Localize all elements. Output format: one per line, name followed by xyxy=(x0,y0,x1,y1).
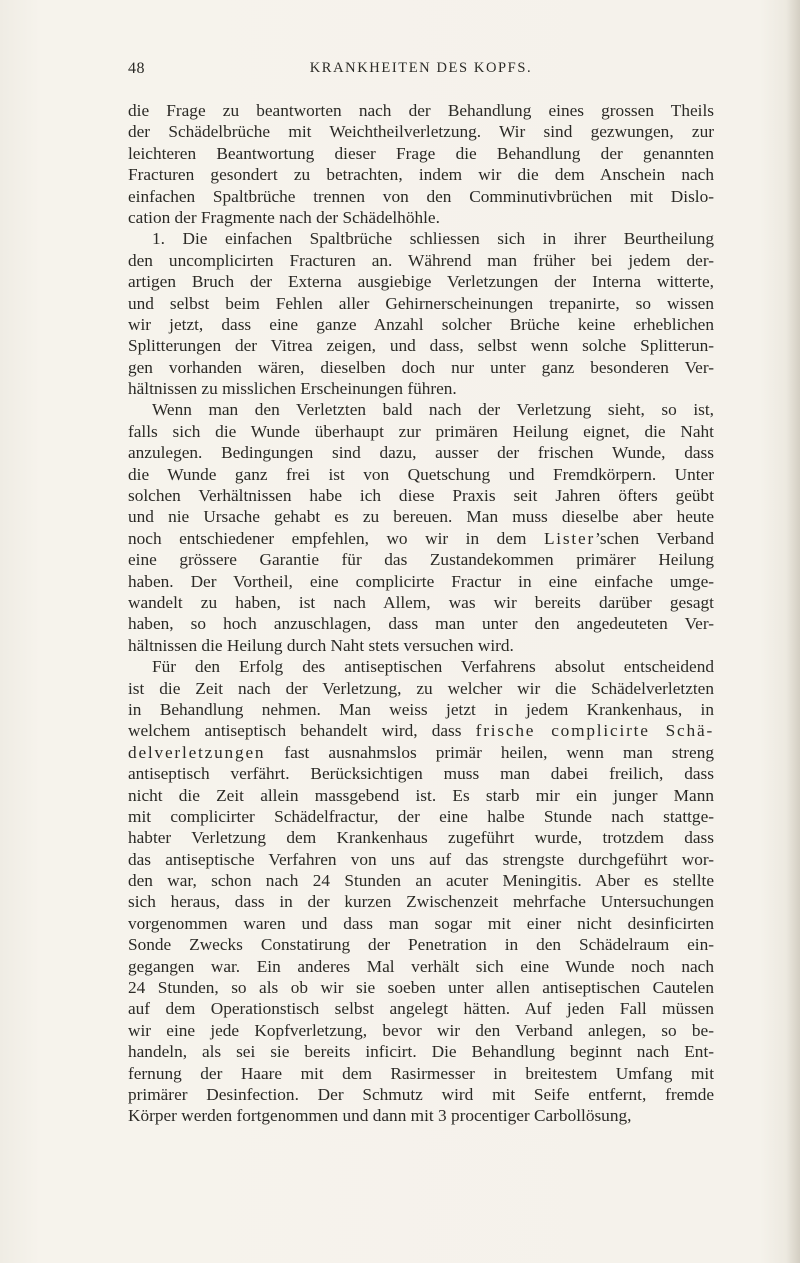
text-line: nicht die Zeit allein massgebend ist. Es starb mir ein junger Mann xyxy=(128,785,714,805)
text-line: wandelt zu haben, ist nach Allem, was wir bereits darüber gesagt xyxy=(128,592,714,612)
text-line: sich heraus, dass in der kurzen Zwischenzeit mehrfache Untersuchungen xyxy=(128,892,714,912)
text-line: gegangen war. Ein anderes Mal verhält sich eine Wunde noch nach xyxy=(128,956,714,976)
text-line: Splitterungen der Vitrea zeigen, und dass, selbst wenn solche Splitterun- xyxy=(128,336,714,356)
text-line: eine grössere Garantie für das Zustandekommen primärer Heilung xyxy=(128,550,714,570)
text-line: wir jetzt, dass eine ganze Anzahl solcher Brüche keine erheblichen xyxy=(128,314,714,334)
text-line: primärer Desinfection. Der Schmutz wird mit Seife entfernt, fremde xyxy=(128,1084,714,1104)
text-line: habter Verletzung dem Krankenhaus zugeführt wurde, trotzdem dass xyxy=(128,828,714,848)
page-header xyxy=(128,60,714,84)
text-line: Sonde Zwecks Constatirung der Penetration in den Schädelraum ein- xyxy=(128,935,714,955)
paragraph-start-line: Für den Erfolg des antiseptischen Verfahrens absolut entscheidend xyxy=(152,657,714,677)
text-line: der Schädelbrüche mit Weichtheilverletzung. Wir sind gezwungen, zur xyxy=(128,122,714,142)
paragraph-start-line: 1. Die einfachen Spaltbrüche schliessen sich in ihrer Beurtheilung xyxy=(152,229,714,249)
page-number: 48 xyxy=(128,60,145,77)
spaced-name-lister: Lister xyxy=(543,528,596,548)
text-line: mit complicirter Schädelfractur, der eine halbe Stunde nach stattge- xyxy=(128,806,714,826)
text-line: 24 Stunden, so als ob wir sie soeben unter allen antiseptischen Cautelen xyxy=(128,978,714,998)
running-head: KRANKHEITEN DES KOPFS. xyxy=(309,60,533,76)
text-line: cation der Fragmente nach der Schädelhöhle. xyxy=(128,207,440,227)
text-line: haben. Der Vortheil, eine complicirte Fractur in eine einfache umge- xyxy=(128,571,714,591)
text-line: wir eine jede Kopfverletzung, bevor wir den Verband anlegen, so be- xyxy=(128,1020,714,1040)
paragraph-start-line: Wenn man den Verletzten bald nach der Verletzung sieht, so ist, xyxy=(152,400,714,420)
text-line: Körper werden fortgenommen und dann mit 3 procentiger Carbollösung, xyxy=(128,1106,632,1126)
text-line: hältnissen die Heilung durch Naht stets versuchen wird. xyxy=(128,635,514,655)
spaced-phrase-frische: frische complicirte Schä- xyxy=(475,721,714,741)
text-line: einfachen Spaltbrüche trennen von den Comminutivbrüchen mit Dislo- xyxy=(128,186,714,206)
text-line: anzulegen. Bedingungen sind dazu, ausser der frischen Wunde, dass xyxy=(128,443,714,463)
text-line: und nie Ursache gehabt es zu bereuen. Man muss dieselbe aber heute xyxy=(128,507,714,527)
text-line: vorgenommen waren und dass man sogar mit einer nicht desinficirten xyxy=(128,913,714,933)
text-segment: noch entschiedener empfehlen, wo wir in dem xyxy=(128,528,544,548)
text-line: den uncomplicirten Fracturen an. Während man früher bei jedem der- xyxy=(128,250,714,270)
text-line: artigen Bruch der Externa ausgiebige Verletzungen der Interna witterte, xyxy=(128,272,714,292)
text-line: hältnissen zu misslichen Erscheinungen führen. xyxy=(128,379,457,399)
text-segment: welchem antiseptisch behandelt wird, dass xyxy=(128,721,476,741)
text-line: in Behandlung nehmen. Man weiss jetzt in jedem Krankenhaus, in xyxy=(128,699,714,719)
text-segment: ’schen Verband xyxy=(595,528,714,548)
text-line: das antiseptische Verfahren von uns auf das strengste durchgeführt wor- xyxy=(128,849,714,869)
text-line: und selbst beim Fehlen aller Gehirnerscheinungen trepanirte, so wissen xyxy=(128,293,714,313)
text-line: die Wunde ganz frei ist von Quetschung und Fremdkörpern. Unter xyxy=(128,464,714,484)
text-line-with-spaced-phrase xyxy=(128,742,714,763)
text-line: gen vorhanden wären, dieselben doch nur unter ganz besonderen Ver- xyxy=(128,357,714,377)
text-line: solchen Verhältnissen habe ich diese Praxis seit Jahren öfters geübt xyxy=(128,486,714,506)
page-edge-shadow xyxy=(786,0,800,1263)
text-line: antiseptisch verfährt. Berücksichtigen muss man dabei freilich, dass xyxy=(128,764,714,784)
text-line: ist die Zeit nach der Verletzung, zu welcher wir die Schädelverletzten xyxy=(128,678,714,698)
text-line: haben, so hoch anzuschlagen, dass man unter den angedeuteten Ver- xyxy=(128,614,714,634)
text-line: auf dem Operationstisch selbst angelegt hätten. Auf jeden Fall müssen xyxy=(128,999,714,1019)
text-line: den war, schon nach 24 Stunden an acuter Meningitis. Aber es stellte xyxy=(128,871,714,891)
body-text xyxy=(128,100,714,1127)
text-line: leichteren Beantwortung dieser Frage die Behandlung der genannten xyxy=(128,143,714,163)
text-line-with-spaced-name xyxy=(128,528,714,549)
text-line: die Frage zu beantworten nach der Behandlung eines grossen Theils xyxy=(128,101,714,120)
text-line: falls sich die Wunde überhaupt zur primären Heilung eignet, die Naht xyxy=(128,421,714,441)
text-line-with-spaced-phrase xyxy=(128,720,714,741)
text-line: fernung der Haare mit dem Rasirmesser in breitestem Umfang mit xyxy=(128,1063,714,1083)
text-line: Fracturen gesondert zu betrachten, indem wir die dem Anschein nach xyxy=(128,165,714,185)
text-segment: fast ausnahmslos primär heilen, wenn man streng xyxy=(265,742,714,762)
text-line: handeln, als sei sie bereits inficirt. Die Behandlung beginnt nach Ent- xyxy=(128,1042,714,1062)
spaced-phrase-delverletzungen: delverletzungen xyxy=(128,742,266,762)
